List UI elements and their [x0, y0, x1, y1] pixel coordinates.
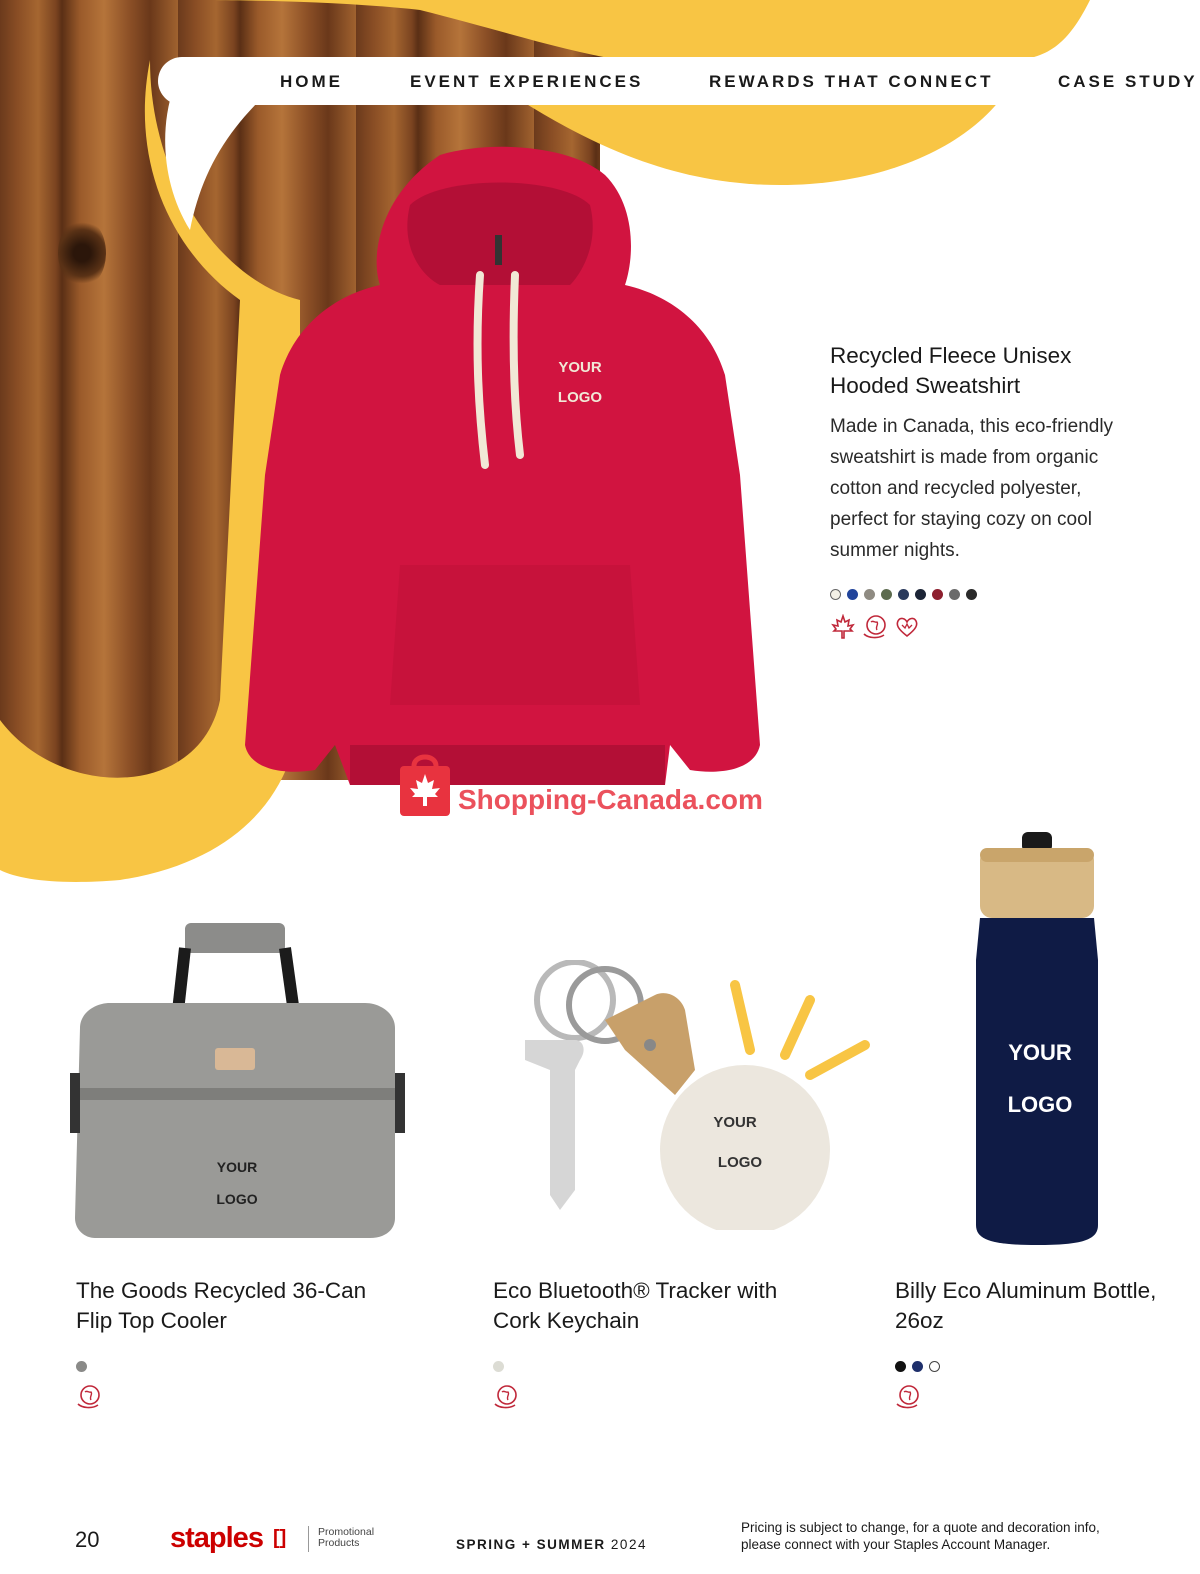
season-bold: SPRING + SUMMER: [456, 1537, 606, 1552]
swatch: [898, 589, 909, 600]
swatch: [912, 1361, 923, 1372]
tracker-logo-top: YOUR: [713, 1114, 757, 1131]
tracker-logo: [690, 1105, 780, 1185]
brand-subtitle-line2: Products: [318, 1537, 360, 1549]
swatch: [76, 1361, 87, 1372]
cooler-logo-top: YOUR: [216, 1159, 258, 1175]
product-title-cooler: [76, 1276, 436, 1336]
featured-title-line2: Hooded Sweatshirt: [830, 373, 1021, 398]
swatch: [830, 589, 841, 600]
maple-leaf-icon: [830, 614, 856, 640]
nav-event-experiences[interactable]: EVENT EXPERIENCES: [410, 72, 644, 91]
product-title-line1: The Goods Recycled 36-Can: [76, 1278, 367, 1303]
recycled-earth-icon: [895, 1384, 921, 1410]
hoodie-logo-top: YOUR: [558, 359, 602, 376]
swatch: [881, 589, 892, 600]
product-title-line1: Billy Eco Aluminum Bottle,: [895, 1278, 1157, 1303]
watermark: [398, 750, 818, 820]
product-color-swatches: [76, 1359, 93, 1377]
featured-description: [830, 411, 1190, 566]
footer-divider: [308, 1526, 309, 1552]
keychain-tracker-image: [505, 960, 875, 1230]
swatch: [895, 1361, 906, 1372]
pricing-note-line1: Pricing is subject to change, for a quote and decoration info,: [741, 1520, 1100, 1535]
recycled-earth-icon: [493, 1384, 519, 1410]
swatch: [915, 589, 926, 600]
swatch: [929, 1361, 940, 1372]
swatch: [949, 589, 960, 600]
recycled-earth-icon: [76, 1384, 102, 1410]
recycled-earth-icon: [862, 614, 888, 640]
featured-feature-icons: [830, 614, 926, 645]
cooler-logo-bottom: LOGO: [216, 1191, 258, 1207]
product-title-line1: Eco Bluetooth® Tracker with: [493, 1278, 778, 1303]
product-title-line2: Cork Keychain: [493, 1308, 640, 1333]
swatch: [932, 589, 943, 600]
nav-case-study[interactable]: CASE STUDY: [1058, 72, 1198, 91]
hoodie-image: [240, 145, 770, 805]
bottle-logo: [990, 1030, 1090, 1130]
pricing-note-line2: please connect with your Staples Account Manager.: [741, 1537, 1051, 1552]
featured-color-swatches: [830, 587, 983, 605]
tracker-logo-bottom: LOGO: [717, 1154, 763, 1171]
heart-icon: [894, 614, 920, 640]
cooler-logo: [205, 1150, 270, 1215]
product-color-swatches: [895, 1359, 946, 1377]
staples-logo-bracket-icon: []: [273, 1527, 287, 1549]
featured-desc-line: cotton and recycled polyester,: [830, 478, 1082, 499]
featured-title: [830, 341, 1190, 401]
swatch: [966, 589, 977, 600]
page-number: 20: [75, 1527, 100, 1552]
watermark-text: Shopping-Canada.com: [458, 784, 763, 815]
swatch: [493, 1361, 504, 1372]
product-title-tracker: [493, 1276, 853, 1336]
featured-desc-line: sweatshirt is made from organic: [830, 447, 1099, 468]
brand-subtitle: [318, 1527, 374, 1549]
product-title-bottle: [895, 1276, 1195, 1336]
featured-desc-line: Made in Canada, this eco-friendly: [830, 416, 1114, 437]
swatch: [864, 589, 875, 600]
season-year: 2024: [610, 1537, 647, 1552]
featured-desc-line: summer nights.: [830, 540, 960, 561]
staples-logo: staples: [170, 1522, 263, 1554]
bottle-logo-top: YOUR: [1008, 1040, 1072, 1065]
product-title-line2: 26oz: [895, 1308, 944, 1333]
product-title-line2: Flip Top Cooler: [76, 1308, 227, 1333]
product-color-swatches: [493, 1359, 510, 1377]
featured-title-line1: Recycled Fleece Unisex: [830, 343, 1072, 368]
brand-subtitle-line1: Promotional: [318, 1526, 375, 1538]
bottle-logo-bottom: LOGO: [1007, 1092, 1073, 1117]
hoodie-logo: [545, 350, 615, 410]
nav-rewards-that-connect[interactable]: REWARDS THAT CONNECT: [709, 72, 994, 91]
shopping-bag-icon: [398, 750, 452, 818]
featured-desc-line: perfect for staying cozy on cool: [830, 509, 1092, 530]
hoodie-logo-bottom: LOGO: [557, 389, 603, 406]
nav-home[interactable]: HOME: [280, 72, 343, 91]
pricing-note: [741, 1519, 1100, 1553]
season-label: [456, 1537, 647, 1552]
swatch: [847, 589, 858, 600]
